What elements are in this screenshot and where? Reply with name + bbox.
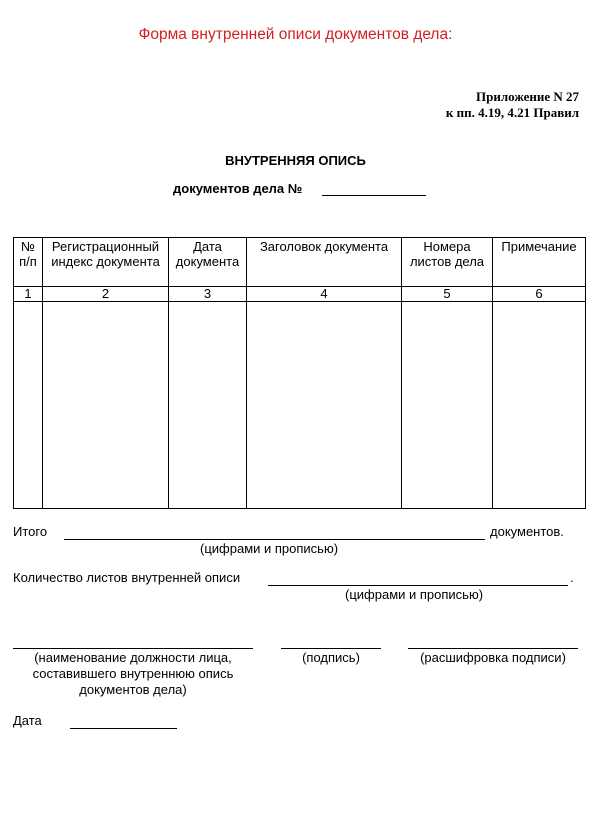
signature-field[interactable] xyxy=(281,648,381,649)
table-number-row xyxy=(14,287,586,302)
signature-hint: (подпись) xyxy=(302,650,360,665)
decode-hint: (расшифровка подписи) xyxy=(420,650,566,665)
position-field[interactable] xyxy=(13,648,253,649)
total-hint: (цифрами и прописью) xyxy=(200,541,339,556)
document-heading: ВНУТРЕННЯЯ ОПИСЬ xyxy=(225,153,366,168)
total-label: Итого xyxy=(13,524,48,539)
table-cell-note[interactable] xyxy=(493,302,586,509)
table-row xyxy=(14,302,586,509)
sheets-field[interactable] xyxy=(268,585,568,586)
column-number-cell: 4 xyxy=(247,287,402,302)
column-header-date: Дата документа xyxy=(169,238,247,287)
date-label: Дата xyxy=(13,713,42,728)
table-cell-sheet-numbers[interactable] xyxy=(402,302,493,509)
total-field[interactable] xyxy=(64,539,485,540)
total-suffix: документов. xyxy=(490,524,564,539)
column-number-cell: 3 xyxy=(169,287,247,302)
document-subheading: документов дела № xyxy=(173,181,303,196)
inventory-table xyxy=(13,237,586,509)
column-header-number: № п/п xyxy=(14,238,43,287)
table-header-row xyxy=(14,238,586,287)
signature-decode-field[interactable] xyxy=(408,648,578,649)
column-header-title: Заголовок документа xyxy=(247,238,402,287)
column-number-cell: 1 xyxy=(14,287,43,302)
column-number-cell: 5 xyxy=(402,287,493,302)
appendix-line-1: Приложение N 27 xyxy=(476,89,579,104)
sheets-label: Количество листов внутренней описи xyxy=(13,570,241,585)
form-title: Форма внутренней описи документов дела: xyxy=(138,26,453,43)
column-header-note: Примечание xyxy=(493,238,586,287)
column-header-sheet-numbers: Номера листов дела xyxy=(402,238,493,287)
table-cell-registration-index[interactable] xyxy=(43,302,169,509)
column-header-registration-index: Регистрационный индекс документа xyxy=(43,238,169,287)
table-cell-number[interactable] xyxy=(14,302,43,509)
column-number-cell: 6 xyxy=(493,287,586,302)
column-number-cell: 2 xyxy=(43,287,169,302)
appendix-line-2: к пп. 4.19, 4.21 Правил xyxy=(445,105,579,120)
case-number-field[interactable] xyxy=(322,195,426,196)
sheets-suffix: . xyxy=(570,570,574,585)
table-cell-title[interactable] xyxy=(247,302,402,509)
sheets-hint: (цифрами и прописью) xyxy=(345,587,484,602)
position-hint: (наименование должности лица, составившего внутреннюю опись документов дела) xyxy=(32,650,234,697)
table-cell-date[interactable] xyxy=(169,302,247,509)
appendix-reference xyxy=(446,89,579,121)
date-field[interactable] xyxy=(70,728,177,729)
